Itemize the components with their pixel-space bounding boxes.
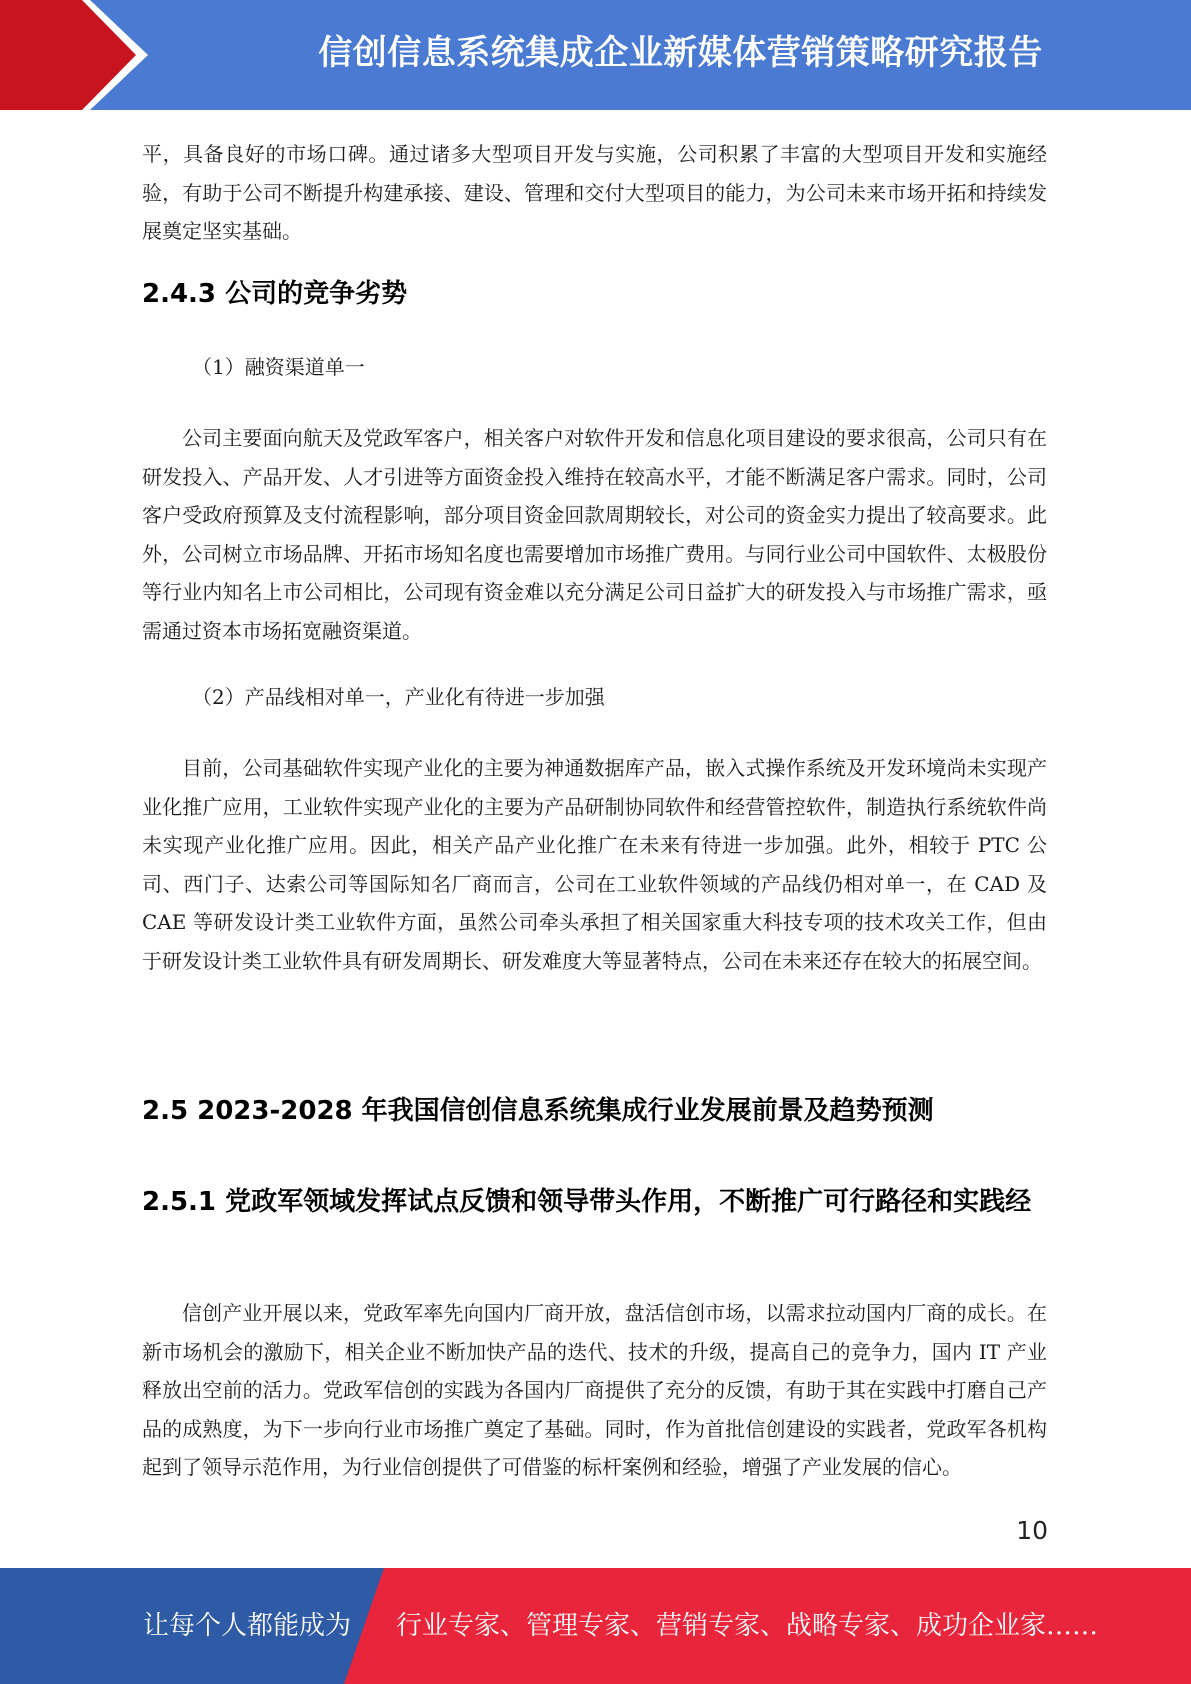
page-number: 10 bbox=[1016, 1516, 1048, 1545]
section-2-5-1-paragraph: 信创产业开展以来，党政军率先向国内厂商开放，盘活信创市场，以需求拉动国内厂商的成长。在新市场机会的激励下，相关企业不断加快产品的迭代、技术的升级，提高自己的竞争力，国内 IT 产业释放出空前的活力。党政军信创的实践为各国内厂商提供了充分的反馈，有助于其在实践中打磨自己产品的成熟度，为下一步向行业市场推广奠定了基础。同时，作为首批信创建设的实践者，党政军各机构起到了领导示范作用，为行业信创提供了可借鉴的标杆案例和经验，增强了产业发展的信心。 bbox=[142, 1301, 1047, 1479]
item-1-paragraph: 公司主要面向航天及党政军客户，相关客户对软件开发和信息化项目建设的要求很高，公司只有在研发投入、产品开发、人才引进等方面资金投入维持在较高水平，才能不断满足客户需求。同时，公司客户受政府预算及支付流程影响，部分项目资金回款周期较长，对公司的资金实力提出了较高要求。此外，公司树立市场品牌、开拓市场知名度也需要增加市场推广费用。与同行业公司中国软件、太极股份等行业内知名上市公司相比，公司现有资金难以充分满足公司日益扩大的研发投入与市场推广需求，亟需通过资本市场拓宽融资渠道。 bbox=[142, 426, 1047, 643]
item-2 bbox=[142, 678, 1047, 716]
intro-block bbox=[142, 135, 1047, 251]
item-1 bbox=[142, 348, 1047, 386]
item-2-title: （2）产品线相对单一，产业化有待进一步加强 bbox=[192, 685, 605, 709]
section-heading-2-4-3: 2.4.3 公司的竞争劣势 bbox=[142, 279, 408, 309]
item-2-body bbox=[142, 749, 1047, 980]
section-2-5 bbox=[142, 1091, 1047, 1131]
document-title: 信创信息系统集成企业新媒体营销策略研究报告 bbox=[318, 33, 1043, 73]
item-2-paragraph: 目前，公司基础软件实现产业化的主要为神通数据库产品，嵌入式操作系统及开发环境尚未实现产业化推广应用，工业软件实现产业化的主要为产品研制协同软件和经营管控软件，制造执行系统软件尚未实现产业化推广应用。因此，相关产品产业化推广在未来有待进一步加强。此外，相较于 PTC 公司、西门子、达索公司等国际知名厂商而言，公司在工业软件领域的产品线仍相对单一，在 CAD 及 CAE 等研发设计类工业软件方面，虽然公司牵头承担了相关国家重大科技专项的技术攻关工作，但由于研发设计类工业软件具有研发周期长、研发难度大等显著特点，公司在未来还存在较大的拓展空间。 bbox=[142, 756, 1047, 973]
section-2-5-1 bbox=[142, 1178, 1047, 1226]
page-footer bbox=[0, 1568, 1191, 1684]
footer-slogan-right: 行业专家、管理专家、营销专家、战略专家、成功企业家…… bbox=[396, 1611, 1099, 1641]
intro-paragraph: 平，具备良好的市场口碑。通过诸多大型项目开发与实施，公司积累了丰富的大型项目开发和实施经验，有助于公司不断提升构建承接、建设、管理和交付大型项目的能力，为公司未来市场开拓和持续发展奠定坚实基础。 bbox=[142, 142, 1047, 243]
footer-slogan-left: 让每个人都能成为 bbox=[143, 1611, 352, 1641]
header-red-chevron bbox=[0, 0, 150, 110]
section-2-5-1-body bbox=[142, 1294, 1047, 1487]
item-1-body bbox=[142, 419, 1047, 650]
page-header bbox=[0, 0, 1191, 110]
section-heading-2-5: 2.5 2023-2028 年我国信创信息系统集成行业发展前景及趋势预测 bbox=[142, 1096, 934, 1126]
item-1-title: （1）融资渠道单一 bbox=[192, 355, 365, 379]
section-heading-2-5-1: 2.5.1 党政军领域发挥试点反馈和领导带头作用，不断推广可行路径和实践经 bbox=[142, 1187, 1032, 1217]
section-2-4-3 bbox=[142, 274, 1047, 314]
